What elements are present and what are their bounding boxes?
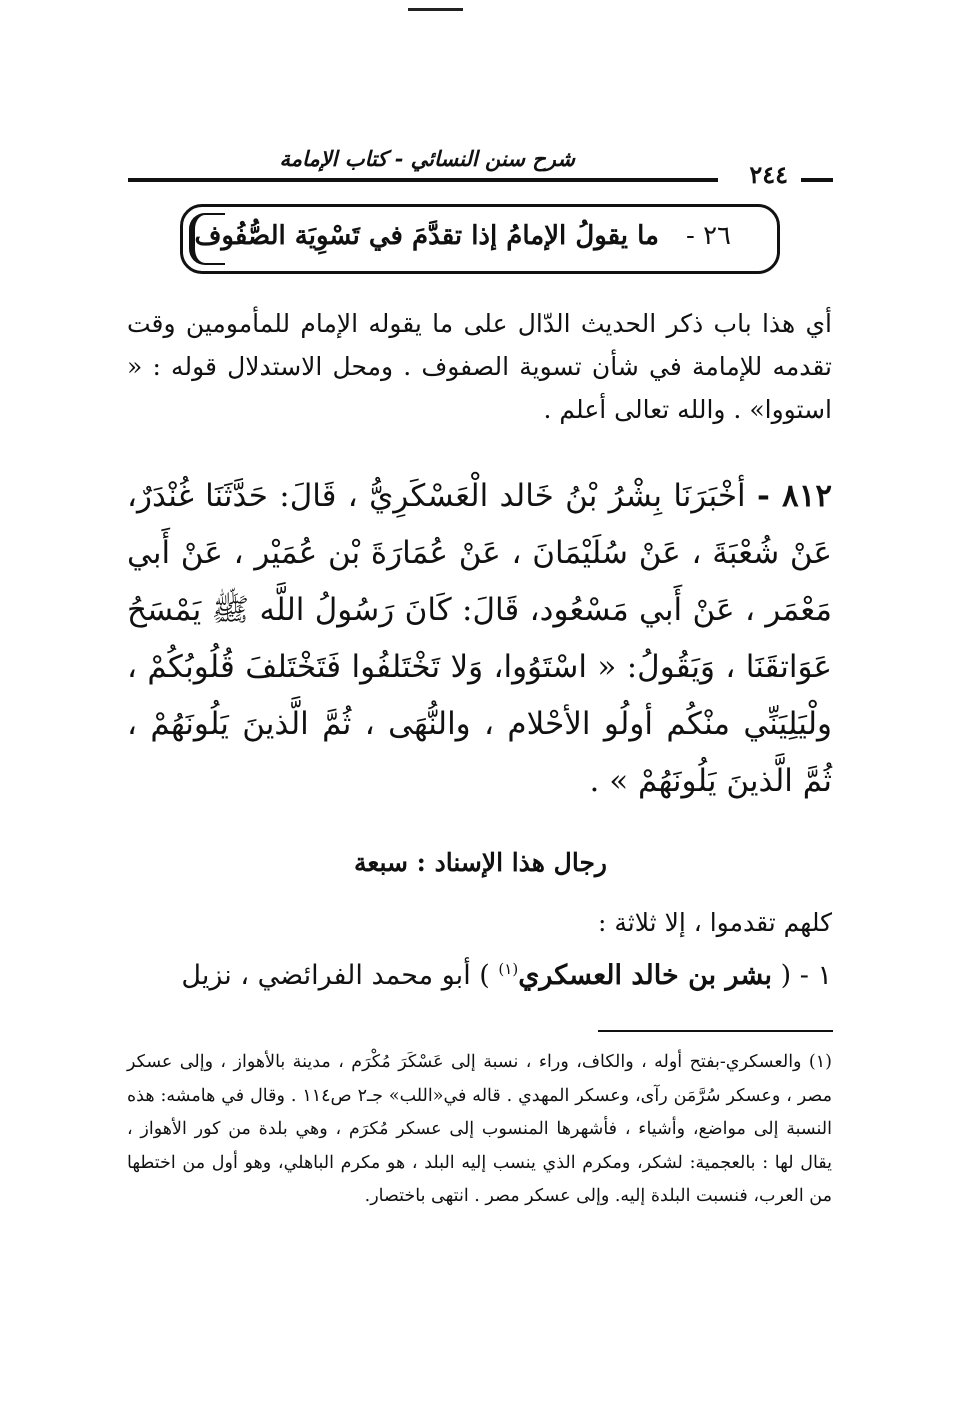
page-number: ٢٤٤	[749, 160, 788, 189]
narrators-summary: كلهم تقدموا ، إلا ثلاثة :	[598, 908, 832, 937]
footnote-1: (١) والعسكري-بفتح أوله ، والكاف، وراء ، نسبة إلى عَسْكَرَ مُكْرَم ، مدينة بالأهواز ، وإلى عسكر مصر ، وعسكر سُرَّمَن رآى، وعسكر المهدي . قاله في«اللب» جـ٢ ص١١٤ . وقال في هامشه: هذه النسبة إلى مواضع، وأشياء ، فأشهرها المنسوب إلى عسكر مُكرَم ، وهي بلدة من كور الأهواز ، يقال لها : بالعجمية: لشكر، ومكرم الذي ينسب إليه البلد ، هو مكرم الباهلي، وهو أول من اختطها من العرب، فنسبت البلدة إليه. وإلى عسكر مصر . انتهى باختصار.	[127, 1052, 832, 1206]
header-rule	[128, 178, 718, 182]
footnote-reference: (١)	[498, 960, 519, 978]
chapter-number: ٢٦ -	[686, 221, 731, 251]
section-heading: رجال هذا الإسناد : سبعة	[353, 848, 607, 877]
page-header	[128, 138, 833, 188]
narrator-name: بشر بن خالد العسكري	[518, 960, 773, 991]
footnote-separator	[598, 1030, 833, 1032]
hadith-paragraph	[127, 468, 832, 810]
top-edge-mark	[408, 8, 463, 11]
intro-paragraph: أي هذا باب ذكر الحديث الدّال على ما يقوله الإمام للمأمومين وقت تقدمه للإمامة في شأن تسوية الصفوف . ومحل الاستدلال قوله : « استووا» . والله تعالى أعلم .	[127, 309, 832, 424]
chapter-title: ما يقولُ الإمامُ إذا تقدَّمَ في تَسْوِيَة الصُّفُوف	[194, 221, 659, 251]
header-rule-short	[801, 178, 833, 182]
hadith-text: أخْبَرَنَا بِشْرُ بْنُ خَالد الْعَسْكَرِيُّ ، قَالَ: حَدَّثَنَا غُنْدَرٌ، عَنْ شُعْبَةَ ، عَنْ سُلَيْمَانَ ، عَنْ عُمَارَةَ بْن عُمَيْر ، عَنْ أَبي مَعْمَر ، عَنْ أَبي مَسْعُود، قَالَ: كَانَ رَسُولُ اللَّه ﷺ يَمْسَحُ عَوَاتقَنَا ، وَيَقُولُ: « اسْتَوُوا، وَلا تَخْتَلفُوا فَتَخْتَلفَ قُلُوبُكُمْ ، ولْيَلِيَنِّي منْكُم أولُو الأحْلام ، والنُّهَى ، ثُمَّ الَّذينَ يَلُونَهُمْ ، ثُمَّ الَّذينَ يَلُونَهُمْ » .	[127, 478, 832, 799]
chapter-heading	[194, 221, 731, 251]
hadith-number: ٨١٢ -	[756, 478, 832, 514]
chapter-heading-frame	[180, 204, 780, 274]
narrator-index: ١ - (	[780, 960, 832, 991]
narrator-entry	[127, 960, 832, 991]
running-title: شرح سنن النسائي - كتاب الإمامة	[279, 146, 575, 171]
footnotes	[127, 1046, 832, 1214]
narrator-description: ) أبو محمد الفرائضي ، نزيل	[181, 960, 490, 991]
